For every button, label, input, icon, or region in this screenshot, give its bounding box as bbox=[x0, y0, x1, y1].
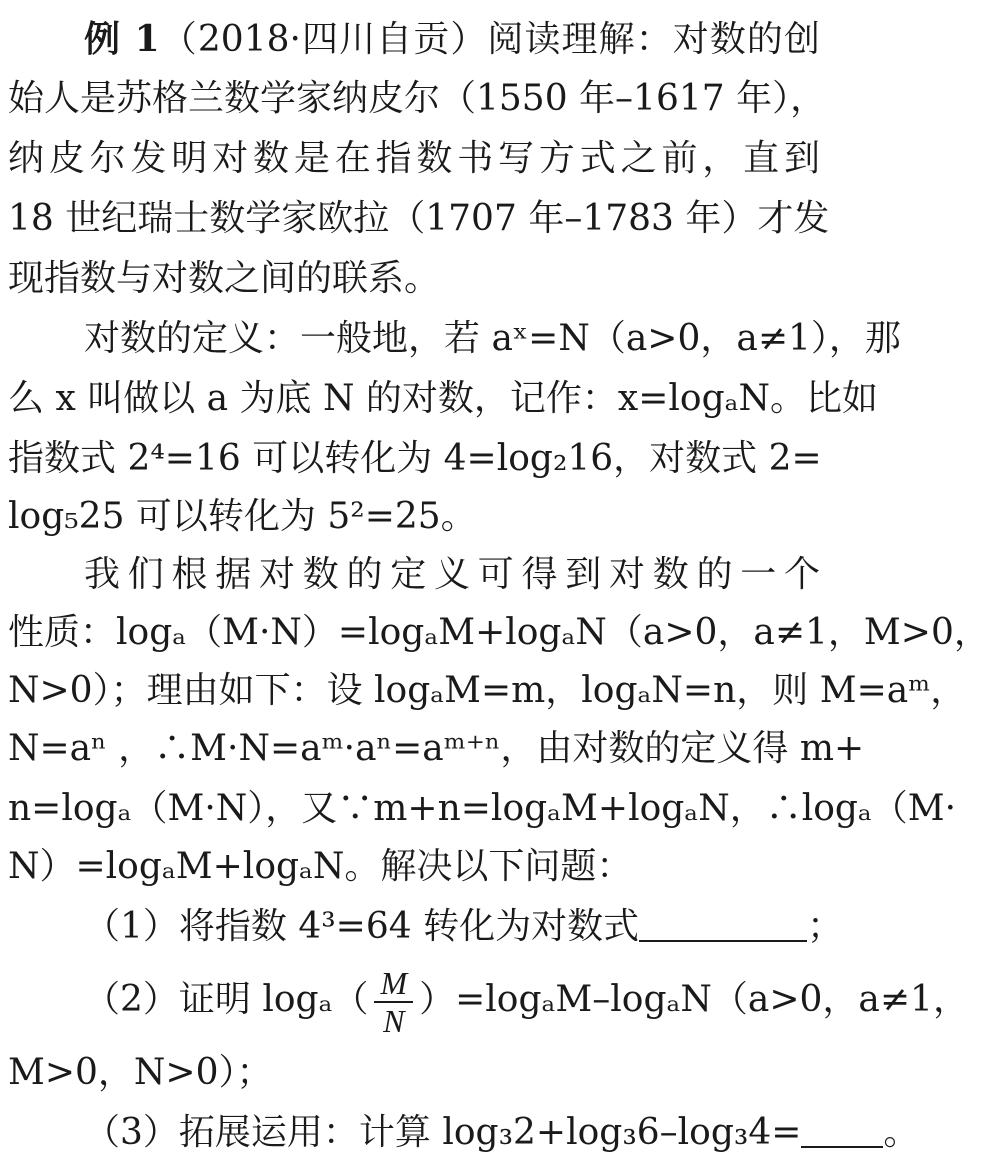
question-2-start: （2）证明 logₐ（ bbox=[84, 979, 369, 1020]
fraction-m-over-n bbox=[374, 967, 413, 1037]
paragraph1-line-5: 现指数与对数之间的联系。 bbox=[8, 258, 441, 299]
paragraph1-line-1-text: （2018·四川自贡）阅读理解：对数的创 bbox=[159, 19, 820, 60]
paragraph1-line-3: 纳皮尔发明对数是在指数书写方式之前，直到 bbox=[8, 138, 820, 179]
question-1-text: （1）将指数 4³=64 转化为对数式 bbox=[84, 906, 640, 947]
paragraph2-line-1: 对数的定义：一般地，若 aˣ=N（a>0，a≠1），那 bbox=[84, 318, 901, 359]
paragraph3-line-4: N=aⁿ ，∴M·N=aᵐ·aⁿ=aᵐ⁺ⁿ，由对数的定义得 m+ bbox=[8, 728, 865, 769]
answer-blank-3[interactable] bbox=[801, 1112, 883, 1148]
example-label: 例 1 bbox=[84, 18, 160, 60]
question-2 bbox=[84, 945, 969, 1055]
question-2-end: ）=logₐM–logₐN（a>0，a≠1， bbox=[419, 979, 969, 1020]
paragraph2-line-4: log₅25 可以转化为 5²=25。 bbox=[8, 496, 477, 537]
fraction-numerator: M bbox=[374, 967, 413, 1003]
paragraph3-line-2: 性质：logₐ（M·N）=logₐM+logₐN（a>0，a≠1，M>0， bbox=[8, 612, 990, 653]
paragraph3-line-6: N）=logₐM+logₐN。解决以下问题： bbox=[8, 846, 633, 887]
question-3-end: 。 bbox=[883, 1112, 920, 1153]
paragraph2-line-3: 指数式 2⁴=16 可以转化为 4=log₂16，对数式 2= bbox=[8, 438, 822, 479]
paragraph3-line-5: n=logₐ（M·N），又∵m+n=logₐM+logₐN，∴logₐ（M· bbox=[8, 788, 957, 829]
question-2-continuation: M>0，N>0）； bbox=[8, 1052, 273, 1093]
question-3-text: （3）拓展运用：计算 log₃2+log₃6–log₃4= bbox=[84, 1112, 802, 1153]
paragraph3-line-1: 我们根据对数的定义可得到对数的一个 bbox=[84, 554, 820, 595]
paragraph2-line-2: 么 x 叫做以 a 为底 N 的对数，记作：x=logₐN。比如 bbox=[8, 378, 879, 419]
question-3 bbox=[84, 1106, 920, 1160]
paragraph1-line-2: 始人是苏格兰数学家纳皮尔（1550 年–1617 年）， bbox=[8, 78, 827, 119]
paragraph3-line-3: N>0）；理由如下：设 logₐM=m，logₐN=n，则 M=aᵐ， bbox=[8, 670, 967, 711]
paragraph1-line-1 bbox=[84, 12, 820, 66]
question-1-end: ； bbox=[807, 906, 844, 947]
fraction-denominator: N bbox=[383, 1003, 405, 1039]
paragraph1-line-4: 18 世纪瑞士数学家欧拉（1707 年–1783 年）才发 bbox=[8, 198, 830, 239]
answer-blank-1[interactable] bbox=[639, 906, 807, 942]
